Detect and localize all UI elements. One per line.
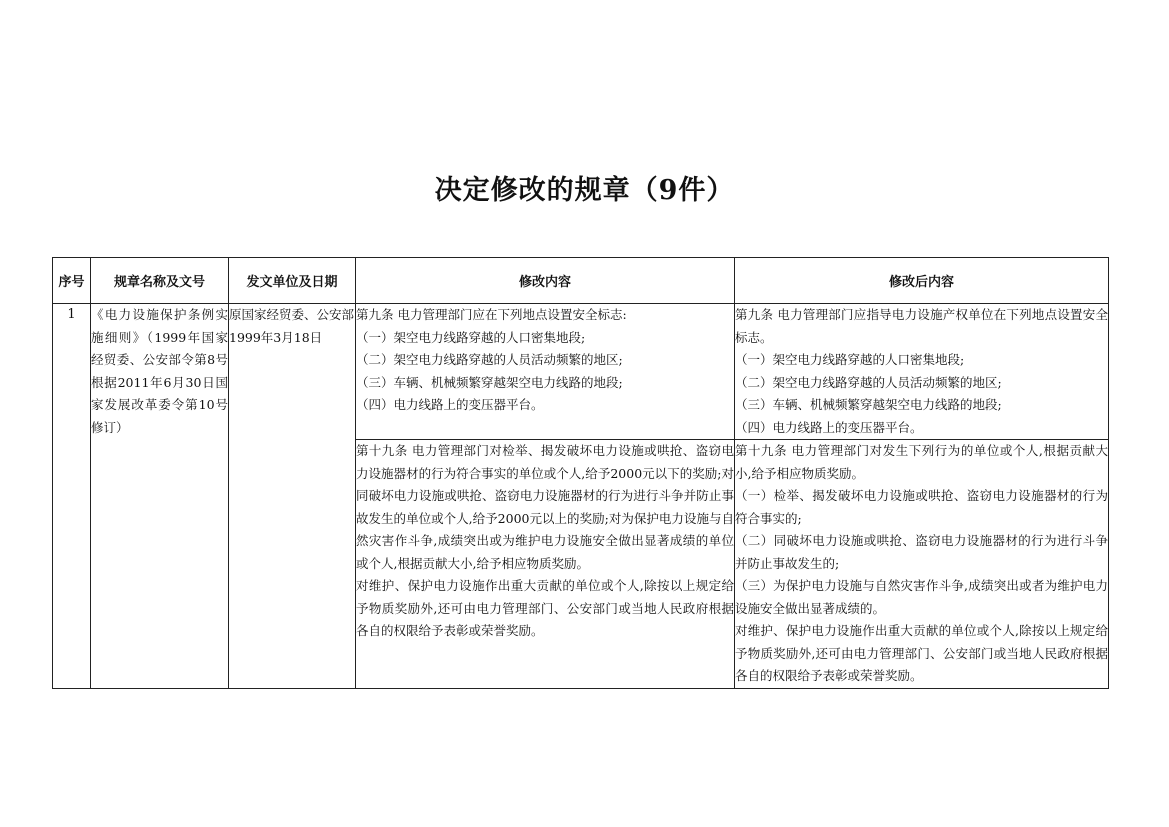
change-before-cell: 第十九条 电力管理部门对检举、揭发破坏电力设施或哄抢、盗窃电力设施器材的行为符合事实的单位或个人,给予2000元以下的奖励;对同破坏电力设施或哄抢、盗窃电力设施器材的行为进行斗争并防止事故发生的单位或个人,给予2000元以上的奖励;对为保护电力设施与自然灾害作斗争,成绩突出或为维护电力设施安全做出显著成绩的单位或个人,根据贡献大小,给予相应物质奖励。 对维护、保护电力设施作出重大贡献的单位或个人,除按以上规定给予物质奖励外,还可由电力管理部门、公安部门或当地人民政府根据各自的权限给予表彰或荣誉奖励。 [356, 440, 735, 689]
table-row [53, 304, 1109, 440]
header-revised-content: 修改后内容 [735, 258, 1109, 304]
row-seq: 1 [53, 304, 91, 689]
rules-table [52, 257, 1109, 689]
change-after-cell: 第九条 电力管理部门应指导电力设施产权单位在下列地点设置安全标志。 （一）架空电力线路穿越的人口密集地段; （二）架空电力线路穿越的人员活动频繁的地区; （三）车辆、机械频繁穿越架空电力线路的地段; （四）电力线路上的变压器平台。 [735, 304, 1109, 440]
change-after-cell: 第十九条 电力管理部门对发生下列行为的单位或个人,根据贡献大小,给予相应物质奖励。 （一）检举、揭发破坏电力设施或哄抢、盗窃电力设施器材的行为符合事实的; （二）同破坏电力设施或哄抢、盗窃电力设施器材的行为进行斗争并防止事故发生的; （三）为保护电力设施与自然灾害作斗争,成绩突出或者为维护电力设施安全做出显著成绩的。 对维护、保护电力设施作出重大贡献的单位或个人,除按以上规定给予物质奖励外,还可由电力管理部门、公安部门或当地人民政府根据各自的权限给予表彰或荣誉奖励。 [735, 440, 1109, 689]
header-issuer-date: 发文单位及日期 [229, 258, 356, 304]
issuer-date-cell: 原国家经贸委、公安部 1999年3月18日 [229, 304, 356, 689]
change-before-cell: 第九条 电力管理部门应在下列地点设置安全标志: （一）架空电力线路穿越的人口密集地段; （二）架空电力线路穿越的人员活动频繁的地区; （三）车辆、机械频繁穿越架空电力线路的地段; （四）电力线路上的变压器平台。 [356, 304, 735, 440]
header-change-content: 修改内容 [356, 258, 735, 304]
page-title: 决定修改的规章（9件） [434, 175, 735, 206]
table-header-row [53, 258, 1109, 304]
header-seq: 序号 [53, 258, 91, 304]
header-rule-name: 规章名称及文号 [91, 258, 229, 304]
rule-name-cell: 《电力设施保护条例实施细则》（1999年国家经贸委、公安部令第8号 根据2011年6月30日国家发展改革委令第10号修订） [91, 304, 229, 689]
